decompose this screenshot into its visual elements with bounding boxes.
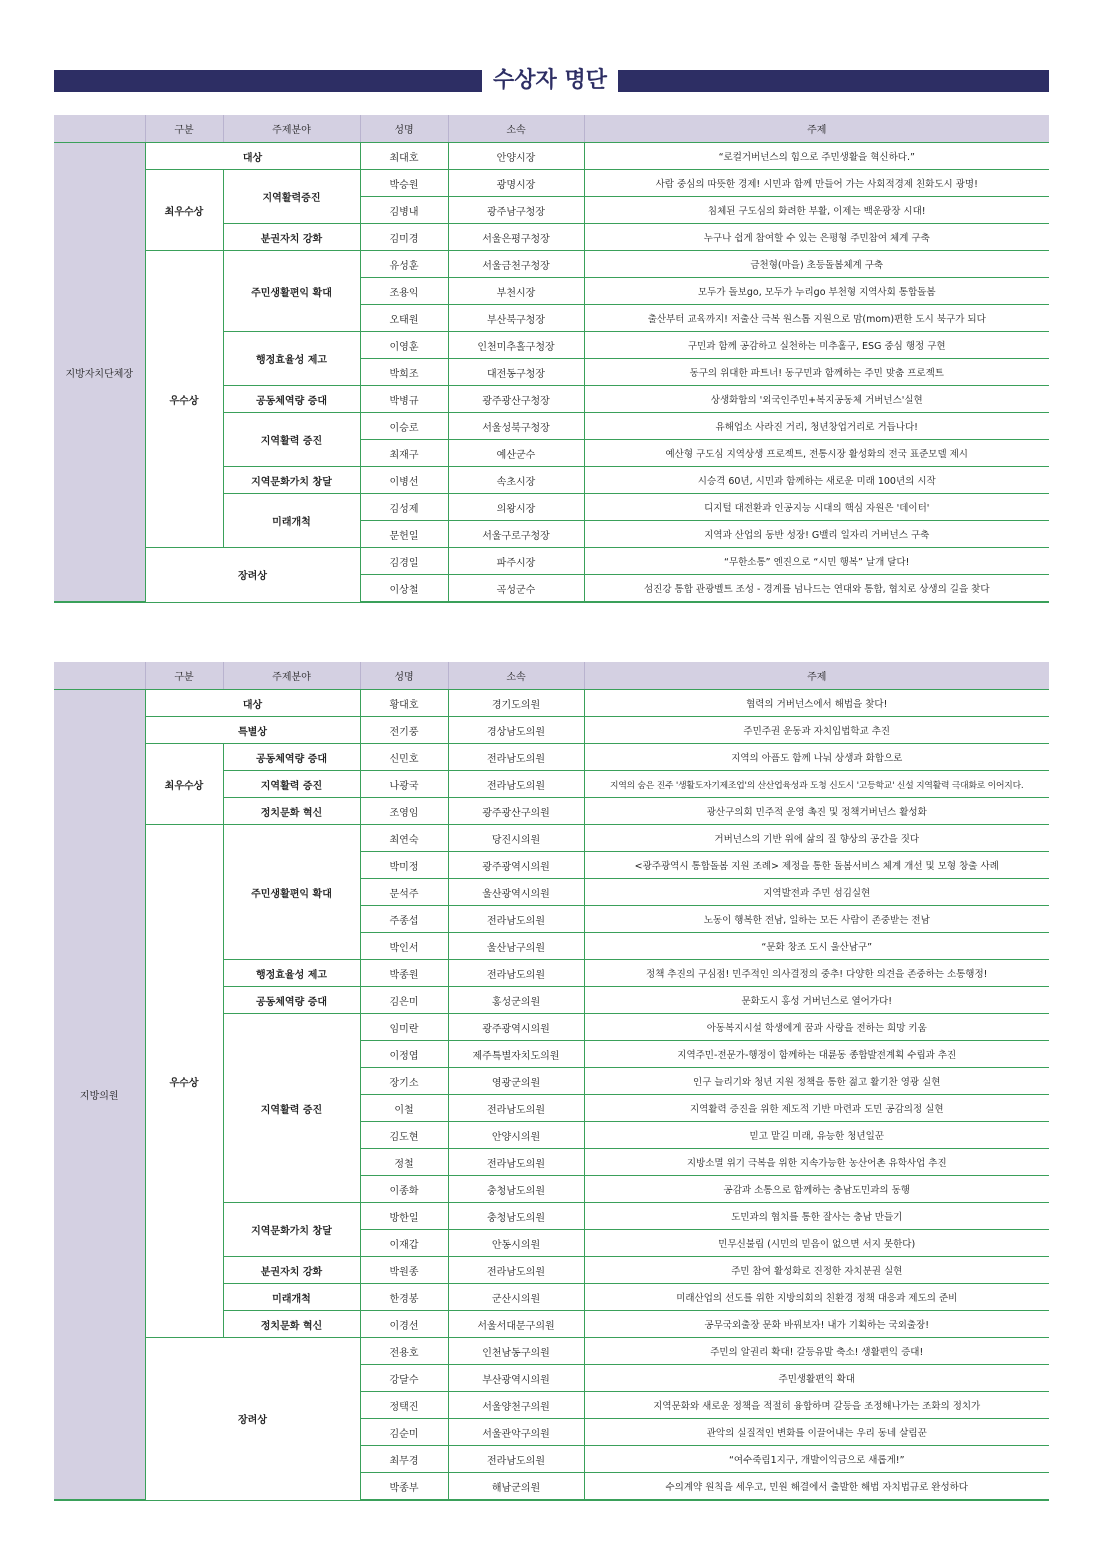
awardee-name: 정철	[360, 1149, 448, 1176]
awardee-name: 박종부	[360, 1473, 448, 1501]
awardee-affiliation: 부산북구청장	[448, 305, 584, 332]
page-title: 수상자 명단	[482, 64, 618, 98]
awardee-affiliation: 경상남도의원	[448, 717, 584, 744]
awardee-affiliation: 경기도의원	[448, 690, 584, 717]
awardee-name: 장기소	[360, 1068, 448, 1095]
awardee-affiliation: 전라남도의원	[448, 1446, 584, 1473]
awardee-affiliation: 광주남구청장	[448, 197, 584, 224]
award-category: 우수상	[145, 251, 223, 548]
table-row	[54, 170, 1049, 197]
award-topic: 지역의 아픔도 함께 나눠 상생과 화합으로	[584, 744, 1049, 771]
awardee-affiliation: 울산광역시의원	[448, 879, 584, 906]
awardee-affiliation: 서울은평구청장	[448, 224, 584, 251]
award-topic: 구민과 함께 공감하고 실천하는 미추홀구, ESG 중심 행정 구현	[584, 332, 1049, 359]
awardee-name: 이병선	[360, 467, 448, 494]
header-name: 성명	[360, 662, 448, 690]
awardee-name: 신민호	[360, 744, 448, 771]
awardee-affiliation: 곡성군수	[448, 575, 584, 603]
awardee-affiliation: 인천미추홀구청장	[448, 332, 584, 359]
award-topic: 주민생활편익 확대	[584, 1365, 1049, 1392]
awardee-affiliation: 속초시장	[448, 467, 584, 494]
awardee-name: 이종화	[360, 1176, 448, 1203]
awardee-name: 오태원	[360, 305, 448, 332]
award-category: 특별상	[145, 717, 360, 744]
awardee-name: 문헌일	[360, 521, 448, 548]
award-topic: 디지털 대전환과 인공지능 시대의 핵심 자원은 '데이터'	[584, 494, 1049, 521]
awardee-affiliation: 해남군의원	[448, 1473, 584, 1501]
award-topic: “문화 창조 도시 울산남구”	[584, 933, 1049, 960]
award-topic: 아동복지시설 학생에게 꿈과 사랑을 전하는 희망 키움	[584, 1014, 1049, 1041]
award-topic: “무한소통” 엔진으로 “시민 행복” 날개 달다!	[584, 548, 1049, 575]
award-topic: 지역문화와 새로운 정책을 적절히 융합하며 갈등을 조정해나가는 조화의 정치가	[584, 1392, 1049, 1419]
awardee-name: 이철	[360, 1095, 448, 1122]
award-topic: 주민 참여 활성화로 진정한 자치분권 실현	[584, 1257, 1049, 1284]
topic-field: 정치문화 혁신	[223, 1311, 360, 1338]
table-row	[54, 690, 1049, 717]
award-topic: 지역의 숨은 진주 '생활도자기제조업'의 산산업육성과 도청 신도시 '고등학교' 신설 지역활력 극대화로 이어지다.	[584, 771, 1049, 798]
header-topic: 주제	[584, 115, 1049, 143]
org-type-label: 지방자치단체장	[54, 143, 145, 603]
award-topic: 인구 늘리기와 청년 지원 정책을 통한 젊고 활기찬 영광 실현	[584, 1068, 1049, 1095]
awardee-affiliation: 광주광역시의원	[448, 852, 584, 879]
org-type-label: 지방의원	[54, 690, 145, 1501]
table-row	[54, 548, 1049, 575]
header-affiliation: 소속	[448, 662, 584, 690]
award-topic: 시승격 60년, 시민과 함께하는 새로운 미래 100년의 시작	[584, 467, 1049, 494]
awardee-affiliation: 전라남도의원	[448, 744, 584, 771]
award-topic: 동구의 위대한 파트너! 동구민과 함께하는 주민 맞춤 프로젝트	[584, 359, 1049, 386]
topic-field: 지역활력 증진	[223, 413, 360, 467]
awardee-affiliation: 부산광역시의원	[448, 1365, 584, 1392]
awardee-affiliation: 부천시장	[448, 278, 584, 305]
topic-field: 공동체역량 증대	[223, 744, 360, 771]
award-topic: “로컬거버넌스의 힘으로 주민생활을 혁신하다.”	[584, 143, 1049, 170]
header-category: 구분	[145, 662, 223, 690]
table-row	[54, 717, 1049, 744]
award-topic: 광산구의회 민주적 운영 촉진 및 정책거버넌스 활성화	[584, 798, 1049, 825]
awardee-name: 유성훈	[360, 251, 448, 278]
awardee-affiliation: 서울구로구청장	[448, 521, 584, 548]
awardee-affiliation: 당진시의원	[448, 825, 584, 852]
awardee-affiliation: 광주광산구의원	[448, 798, 584, 825]
topic-field: 행정효율성 제고	[223, 960, 360, 987]
awardee-affiliation: 홍성군의원	[448, 987, 584, 1014]
awardee-affiliation: 제주특별자치도의원	[448, 1041, 584, 1068]
awardee-affiliation: 광명시장	[448, 170, 584, 197]
awardee-name: 방한일	[360, 1203, 448, 1230]
awardee-affiliation: 충청남도의원	[448, 1203, 584, 1230]
award-topic: 공무국외출장 문화 바꿔보자! 내가 기획하는 국외출장!	[584, 1311, 1049, 1338]
header-field: 주제분야	[223, 115, 360, 143]
awardee-name: 문석주	[360, 879, 448, 906]
awardee-affiliation: 전라남도의원	[448, 906, 584, 933]
table-row	[54, 825, 1049, 852]
table-row	[54, 1338, 1049, 1365]
award-topic: 지역과 산업의 동반 성장! G밸리 일자리 거버넌스 구축	[584, 521, 1049, 548]
awardee-affiliation: 서울서대문구의원	[448, 1311, 584, 1338]
header-row	[54, 662, 1049, 690]
awardee-affiliation: 안양시의원	[448, 1122, 584, 1149]
awardee-affiliation: 전라남도의원	[448, 1257, 584, 1284]
award-topic: 모두가 돌보go, 모두가 누리go 부천형 지역사회 통합돌봄	[584, 278, 1049, 305]
awardee-affiliation: 충청남도의원	[448, 1176, 584, 1203]
awardee-affiliation: 서울성북구청장	[448, 413, 584, 440]
awardee-affiliation: 전라남도의원	[448, 771, 584, 798]
awardee-name: 이승로	[360, 413, 448, 440]
award-category: 우수상	[145, 825, 223, 1338]
award-topic: 거버넌스의 기반 위에 삶의 질 향상의 공간을 짓다	[584, 825, 1049, 852]
awardee-name: 박인서	[360, 933, 448, 960]
awardee-affiliation: 서울양천구의원	[448, 1392, 584, 1419]
header-blank	[54, 115, 145, 143]
awardee-affiliation: 서울관악구의원	[448, 1419, 584, 1446]
awardee-name: 조용익	[360, 278, 448, 305]
awardee-name: 최재구	[360, 440, 448, 467]
awardee-affiliation: 전라남도의원	[448, 1095, 584, 1122]
award-topic: 주민주권 운동과 자치입법학교 추진	[584, 717, 1049, 744]
award-topic: 지역주민-전문가-행정이 함께하는 대륜동 종합발전계획 수립과 추진	[584, 1041, 1049, 1068]
awardee-affiliation: 파주시장	[448, 548, 584, 575]
award-topic: 민무신불립 (시민의 믿음이 없으면 서지 못한다)	[584, 1230, 1049, 1257]
awardee-name: 나광국	[360, 771, 448, 798]
awardee-name: 최연숙	[360, 825, 448, 852]
award-topic: 도민과의 협치를 통한 잘사는 충남 만들기	[584, 1203, 1049, 1230]
award-topic: 공감과 소통으로 함께하는 충남도민과의 동행	[584, 1176, 1049, 1203]
award-topic: 사람 중심의 따뜻한 경제! 시민과 함께 만들어 가는 사회적경제 친화도시 광명!	[584, 170, 1049, 197]
award-topic: 정책 추진의 구심점! 민주적인 의사결정의 중추! 다양한 의견을 존중하는 소통행정!	[584, 960, 1049, 987]
header-row	[54, 115, 1049, 143]
topic-field: 행정효율성 제고	[223, 332, 360, 386]
award-category: 대상	[145, 143, 360, 170]
award-category: 대상	[145, 690, 360, 717]
awardee-affiliation: 군산시의원	[448, 1284, 584, 1311]
awardee-name: 강달수	[360, 1365, 448, 1392]
award-topic: 주민의 알권리 확대! 갈등유발 축소! 생활편익 증대!	[584, 1338, 1049, 1365]
awardee-name: 박종원	[360, 960, 448, 987]
award-category: 장려상	[145, 548, 360, 603]
topic-field: 지역활력증진	[223, 170, 360, 224]
award-topic: 지역발전과 주민 섬김실현	[584, 879, 1049, 906]
topic-field: 지역문화가치 창달	[223, 467, 360, 494]
awardee-affiliation: 전라남도의원	[448, 1149, 584, 1176]
local-government-heads-table	[54, 115, 1049, 603]
awardee-name: 김순미	[360, 1419, 448, 1446]
header-blank	[54, 662, 145, 690]
awardee-name: 박원종	[360, 1257, 448, 1284]
awardee-name: 한경봉	[360, 1284, 448, 1311]
award-topic: 누구나 쉽게 참여할 수 있는 은평형 주민참여 체계 구축	[584, 224, 1049, 251]
award-topic: 협력의 거버넌스에서 해법을 찾다!	[584, 690, 1049, 717]
header-category: 구분	[145, 115, 223, 143]
topic-field: 공동체역량 증대	[223, 987, 360, 1014]
topic-field: 지역활력 증진	[223, 1014, 360, 1203]
awardee-affiliation: 예산군수	[448, 440, 584, 467]
awardee-name: 박승원	[360, 170, 448, 197]
topic-field: 미래개척	[223, 1284, 360, 1311]
award-topic: 금천형(마을) 초등돌봄체계 구축	[584, 251, 1049, 278]
award-topic: 미래산업의 선도를 위한 지방의회의 친환경 정책 대응과 제도의 준비	[584, 1284, 1049, 1311]
awardee-name: 이영훈	[360, 332, 448, 359]
awardee-name: 김병내	[360, 197, 448, 224]
awardee-affiliation: 광주광역시의원	[448, 1014, 584, 1041]
award-topic: 섬진강 통합 관광벨트 조성 - 경계를 넘나드는 연대와 통합, 협치로 상생의 길을 찾다	[584, 575, 1049, 603]
award-topic: 노동이 행복한 전남, 일하는 모든 사람이 존중받는 전남	[584, 906, 1049, 933]
award-category: 장려상	[145, 1338, 360, 1501]
awardee-affiliation: 안동시의원	[448, 1230, 584, 1257]
award-topic: 출산부터 교육까지! 저출산 극복 원스톱 지원으로 맘(mom)편한 도시 북구가 되다	[584, 305, 1049, 332]
awardee-name: 이재갑	[360, 1230, 448, 1257]
header-name: 성명	[360, 115, 448, 143]
award-topic: 믿고 맡길 미래, 유능한 청년일꾼	[584, 1122, 1049, 1149]
award-topic: 침체된 구도심의 화려한 부활, 이제는 백운광장 시대!	[584, 197, 1049, 224]
awardee-affiliation: 서울금천구청장	[448, 251, 584, 278]
awardee-affiliation: 광주광산구청장	[448, 386, 584, 413]
awardee-name: 이경선	[360, 1311, 448, 1338]
header-topic: 주제	[584, 662, 1049, 690]
awardee-name: 이상철	[360, 575, 448, 603]
topic-field: 미래개척	[223, 494, 360, 548]
awardee-affiliation: 영광군의원	[448, 1068, 584, 1095]
award-category: 최우수상	[145, 744, 223, 825]
topic-field: 지역활력 증진	[223, 771, 360, 798]
awardee-name: 정택진	[360, 1392, 448, 1419]
awardee-affiliation: 안양시장	[448, 143, 584, 170]
awardee-name: 김경일	[360, 548, 448, 575]
award-topic: 유해업소 사라진 거리, 청년창업거리로 거듭나다!	[584, 413, 1049, 440]
header-field: 주제분야	[223, 662, 360, 690]
award-topic: 상생화합의 '외국인주민+복지공동체 거버넌스'실현	[584, 386, 1049, 413]
table-row	[54, 143, 1049, 170]
table-row	[54, 251, 1049, 278]
header-affiliation: 소속	[448, 115, 584, 143]
award-topic: 지역활력 증진을 위한 제도적 기반 마련과 도민 공감의정 실현	[584, 1095, 1049, 1122]
awardee-affiliation: 울산남구의원	[448, 933, 584, 960]
topic-field: 정치문화 혁신	[223, 798, 360, 825]
awardee-name: 박미정	[360, 852, 448, 879]
table-row	[54, 744, 1049, 771]
awardee-affiliation: 전라남도의원	[448, 960, 584, 987]
awardee-name: 전용호	[360, 1338, 448, 1365]
topic-field: 공동체역량 증대	[223, 386, 360, 413]
awardee-name: 황대호	[360, 690, 448, 717]
topic-field: 분권자치 강화	[223, 1257, 360, 1284]
award-topic: 수의계약 원칙을 세우고, 민원 해결에서 출발한 해법 자치법규로 완성하다	[584, 1473, 1049, 1501]
awardee-affiliation: 의왕시장	[448, 494, 584, 521]
award-topic: 예산형 구도심 지역상생 프로젝트, 전통시장 활성화의 전국 표준모델 제시	[584, 440, 1049, 467]
topic-field: 주민생활편익 확대	[223, 251, 360, 332]
awardee-affiliation: 대전동구청장	[448, 359, 584, 386]
award-topic: “여수죽림1지구, 개발이익금으로 새롭게!”	[584, 1446, 1049, 1473]
awardee-name: 박희조	[360, 359, 448, 386]
awardee-name: 김도현	[360, 1122, 448, 1149]
awardee-affiliation: 인천남동구의원	[448, 1338, 584, 1365]
awardee-name: 김성제	[360, 494, 448, 521]
awardee-name: 전기풍	[360, 717, 448, 744]
awardee-name: 김은미	[360, 987, 448, 1014]
award-topic: <광주광역시 통합돌봄 지원 조례> 제정을 통한 돌봄서비스 체계 개선 및 모형 창출 사례	[584, 852, 1049, 879]
award-topic: 지방소멸 위기 극복을 위한 지속가능한 농산어촌 유학사업 추진	[584, 1149, 1049, 1176]
awardee-name: 박병규	[360, 386, 448, 413]
awardee-name: 주종섭	[360, 906, 448, 933]
award-category: 최우수상	[145, 170, 223, 251]
awardee-name: 최무경	[360, 1446, 448, 1473]
awardee-name: 이정엽	[360, 1041, 448, 1068]
award-topic: 문화도시 홍성 거버넌스로 열어가다!	[584, 987, 1049, 1014]
award-topic: 관악의 실질적인 변화를 이끌어내는 우리 동네 살림꾼	[584, 1419, 1049, 1446]
awardee-name: 김미경	[360, 224, 448, 251]
local-council-members-table	[54, 662, 1049, 1501]
awardee-name: 최대호	[360, 143, 448, 170]
awardee-name: 조영임	[360, 798, 448, 825]
topic-field: 주민생활편익 확대	[223, 825, 360, 960]
topic-field: 지역문화가치 창달	[223, 1203, 360, 1257]
topic-field: 분권자치 강화	[223, 224, 360, 251]
awardee-name: 임미란	[360, 1014, 448, 1041]
